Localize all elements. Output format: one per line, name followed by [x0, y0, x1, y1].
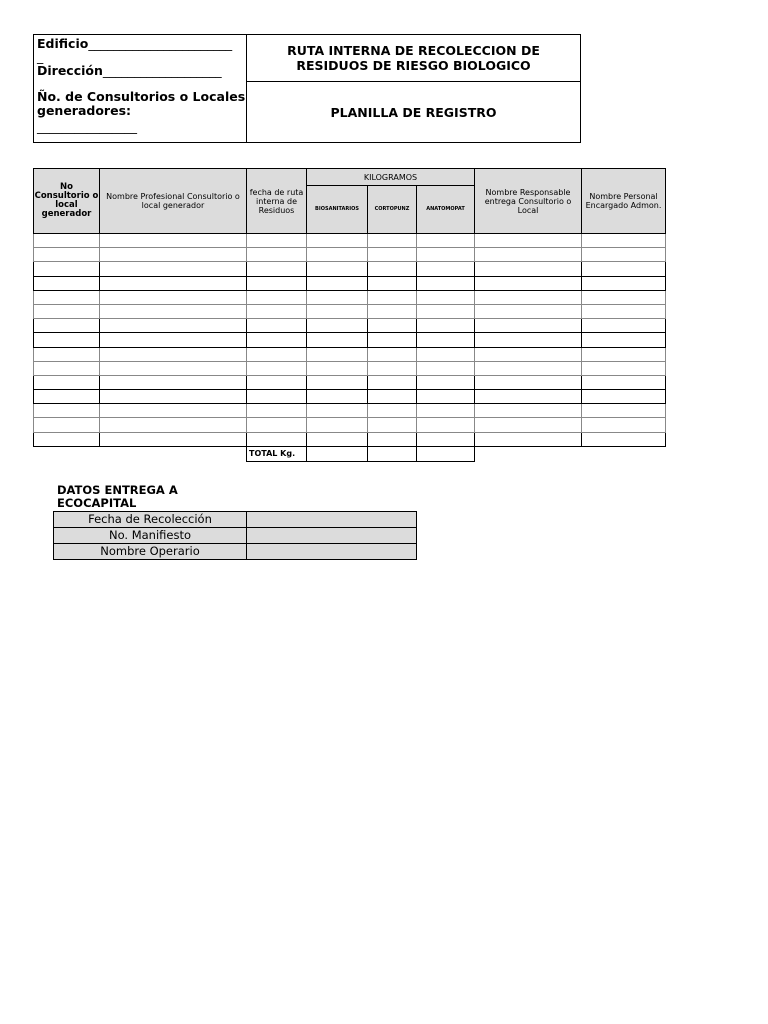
cell-bio[interactable] [307, 290, 368, 304]
cell-responsable[interactable] [475, 319, 582, 333]
cell-fecha[interactable] [247, 347, 307, 361]
form-title: RUTA INTERNA DE RECOLECCION DE RESIDUOS DE RIESGO BIOLOGICO [247, 35, 580, 82]
total-biosanitarios-cell[interactable] [307, 446, 368, 461]
cell-responsable[interactable] [475, 390, 582, 404]
cell-personal[interactable] [582, 347, 666, 361]
cell-anato[interactable] [417, 276, 475, 290]
direccion-field[interactable]: Dirección___________________ [37, 63, 222, 78]
datos-entrega-table [53, 511, 417, 560]
total-spacer-3 [475, 446, 582, 461]
cell-personal[interactable] [582, 404, 666, 418]
cell-responsable[interactable] [475, 361, 582, 375]
cell-responsable[interactable] [475, 290, 582, 304]
cell-personal[interactable] [582, 375, 666, 389]
table-row [34, 234, 666, 248]
total-kg-label: TOTAL Kg. [247, 446, 307, 461]
cell-personal[interactable] [582, 319, 666, 333]
table-row [34, 262, 666, 276]
datos-label-fecha: Fecha de Recolección [54, 512, 247, 528]
header-title-block [247, 35, 580, 142]
cell-nombre[interactable] [100, 262, 247, 276]
col-header-personal: Nombre Personal Encargado Admon. [582, 169, 666, 234]
cell-fecha[interactable] [247, 290, 307, 304]
consultorios-field[interactable]: ________________ [37, 119, 137, 134]
cell-responsable[interactable] [475, 248, 582, 262]
cell-fecha[interactable] [247, 404, 307, 418]
table-row [34, 375, 666, 389]
cell-nombre[interactable] [100, 375, 247, 389]
cell-anato[interactable] [417, 432, 475, 446]
cell-personal[interactable] [582, 290, 666, 304]
cell-no[interactable] [34, 276, 100, 290]
cell-responsable[interactable] [475, 347, 582, 361]
table-row [34, 290, 666, 304]
cell-corto[interactable] [368, 290, 417, 304]
cell-bio[interactable] [307, 347, 368, 361]
cell-corto[interactable] [368, 361, 417, 375]
cell-fecha[interactable] [247, 361, 307, 375]
table-row [34, 404, 666, 418]
table-row [34, 432, 666, 446]
cell-corto[interactable] [368, 319, 417, 333]
cell-anato[interactable] [417, 304, 475, 318]
cell-nombre[interactable] [100, 319, 247, 333]
cell-bio[interactable] [307, 234, 368, 248]
register-body [34, 234, 666, 447]
col-header-nombre-profesional: Nombre Profesional Consultorio o local generador [100, 169, 247, 234]
cell-anato[interactable] [417, 319, 475, 333]
cell-fecha[interactable] [247, 333, 307, 347]
cell-responsable[interactable] [475, 234, 582, 248]
cell-no[interactable] [34, 290, 100, 304]
datos-entrega-title: DATOS ENTREGA A ECOCAPITAL [57, 483, 178, 510]
cell-responsable[interactable] [475, 333, 582, 347]
cell-anato[interactable] [417, 361, 475, 375]
cell-responsable[interactable] [475, 304, 582, 318]
cell-anato[interactable] [417, 347, 475, 361]
cell-no[interactable] [34, 375, 100, 389]
cell-nombre[interactable] [100, 361, 247, 375]
cell-no[interactable] [34, 432, 100, 446]
cell-bio[interactable] [307, 319, 368, 333]
cell-anato[interactable] [417, 418, 475, 432]
datos-value-manifiesto[interactable] [247, 528, 417, 544]
cell-bio[interactable] [307, 432, 368, 446]
cell-personal[interactable] [582, 432, 666, 446]
cell-bio[interactable] [307, 262, 368, 276]
cell-fecha[interactable] [247, 262, 307, 276]
table-row [34, 319, 666, 333]
cell-fecha[interactable] [247, 234, 307, 248]
cell-no[interactable] [34, 234, 100, 248]
cell-no[interactable] [34, 304, 100, 318]
cell-personal[interactable] [582, 248, 666, 262]
cell-personal[interactable] [582, 304, 666, 318]
cell-no[interactable] [34, 262, 100, 276]
datos-row-fecha [54, 512, 417, 528]
cell-personal[interactable] [582, 361, 666, 375]
form-subtitle: PLANILLA DE REGISTRO [330, 104, 497, 120]
cell-anato[interactable] [417, 290, 475, 304]
cell-fecha[interactable] [247, 390, 307, 404]
cell-corto[interactable] [368, 418, 417, 432]
datos-value-fecha[interactable] [247, 512, 417, 528]
cell-anato[interactable] [417, 390, 475, 404]
cell-corto[interactable] [368, 333, 417, 347]
edificio-field-extra: _ [37, 49, 44, 64]
table-row [34, 276, 666, 290]
cell-fecha[interactable] [247, 276, 307, 290]
col-header-biosanitarios: BIOSANITARIOS [307, 186, 368, 234]
register-table [33, 168, 666, 462]
cell-corto[interactable] [368, 248, 417, 262]
cell-nombre[interactable] [100, 333, 247, 347]
cell-corto[interactable] [368, 404, 417, 418]
cell-fecha[interactable] [247, 432, 307, 446]
cell-personal[interactable] [582, 276, 666, 290]
datos-row-operario [54, 544, 417, 560]
cell-no[interactable] [34, 361, 100, 375]
total-spacer-2 [100, 446, 247, 461]
cell-anato[interactable] [417, 248, 475, 262]
cell-corto[interactable] [368, 234, 417, 248]
cell-no[interactable] [34, 404, 100, 418]
cell-bio[interactable] [307, 418, 368, 432]
cell-corto[interactable] [368, 432, 417, 446]
cell-responsable[interactable] [475, 404, 582, 418]
datos-label-manifiesto: No. Manifiesto [54, 528, 247, 544]
cell-corto[interactable] [368, 347, 417, 361]
cell-personal[interactable] [582, 418, 666, 432]
cell-nombre[interactable] [100, 418, 247, 432]
cell-personal[interactable] [582, 234, 666, 248]
cell-no[interactable] [34, 319, 100, 333]
cell-corto[interactable] [368, 375, 417, 389]
cell-nombre[interactable] [100, 432, 247, 446]
cell-bio[interactable] [307, 390, 368, 404]
cell-nombre[interactable] [100, 390, 247, 404]
cell-bio[interactable] [307, 276, 368, 290]
cell-responsable[interactable] [475, 375, 582, 389]
cell-fecha[interactable] [247, 304, 307, 318]
cell-anato[interactable] [417, 404, 475, 418]
cell-bio[interactable] [307, 404, 368, 418]
cell-fecha[interactable] [247, 319, 307, 333]
cell-personal[interactable] [582, 390, 666, 404]
col-header-kilogramos: KILOGRAMOS [307, 169, 475, 186]
col-header-no-consultorio: No Consultorio o local generador [34, 169, 100, 234]
cell-corto[interactable] [368, 262, 417, 276]
col-header-responsable: Nombre Responsable entrega Consultorio o Local [475, 169, 582, 234]
header-fields [34, 35, 247, 142]
cell-corto[interactable] [368, 304, 417, 318]
cell-no[interactable] [34, 347, 100, 361]
cell-nombre[interactable] [100, 304, 247, 318]
col-header-cortopunz: CORTOPUNZ [368, 186, 417, 234]
cell-responsable[interactable] [475, 432, 582, 446]
cell-fecha[interactable] [247, 418, 307, 432]
datos-label-operario: Nombre Operario [54, 544, 247, 560]
cell-responsable[interactable] [475, 276, 582, 290]
cell-bio[interactable] [307, 361, 368, 375]
table-row [34, 333, 666, 347]
table-row [34, 347, 666, 361]
cell-nombre[interactable] [100, 248, 247, 262]
cell-no[interactable] [34, 390, 100, 404]
cell-bio[interactable] [307, 304, 368, 318]
datos-row-manifiesto [54, 528, 417, 544]
consultorios-label-2: generadores: [37, 103, 132, 118]
cell-corto[interactable] [368, 390, 417, 404]
table-row [34, 248, 666, 262]
cell-personal[interactable] [582, 262, 666, 276]
edificio-field[interactable]: Edificio_______________________ [37, 36, 233, 51]
cell-anato[interactable] [417, 333, 475, 347]
total-spacer-1 [34, 446, 100, 461]
cell-nombre[interactable] [100, 276, 247, 290]
table-row [34, 304, 666, 318]
cell-bio[interactable] [307, 333, 368, 347]
form-header [33, 34, 581, 143]
cell-fecha[interactable] [247, 375, 307, 389]
cell-no[interactable] [34, 418, 100, 432]
cell-responsable[interactable] [475, 262, 582, 276]
consultorios-label: Ño. de Consultorios o Locales [37, 89, 246, 104]
cell-anato[interactable] [417, 262, 475, 276]
cell-nombre[interactable] [100, 404, 247, 418]
cell-nombre[interactable] [100, 234, 247, 248]
cell-nombre[interactable] [100, 290, 247, 304]
table-row [34, 390, 666, 404]
total-spacer-4 [582, 446, 666, 461]
table-row [34, 361, 666, 375]
cell-anato[interactable] [417, 234, 475, 248]
cell-bio[interactable] [307, 375, 368, 389]
total-anatomopat-cell[interactable] [417, 446, 475, 461]
datos-value-operario[interactable] [247, 544, 417, 560]
cell-anato[interactable] [417, 375, 475, 389]
cell-nombre[interactable] [100, 347, 247, 361]
cell-no[interactable] [34, 333, 100, 347]
cell-corto[interactable] [368, 276, 417, 290]
col-header-fecha: fecha de ruta interna de Residuos [247, 169, 307, 234]
cell-fecha[interactable] [247, 248, 307, 262]
total-cortopunz-cell[interactable] [368, 446, 417, 461]
cell-no[interactable] [34, 248, 100, 262]
cell-personal[interactable] [582, 333, 666, 347]
cell-bio[interactable] [307, 248, 368, 262]
col-header-anatomopat: ANATOMOPAT [417, 186, 475, 234]
table-row [34, 418, 666, 432]
cell-responsable[interactable] [475, 418, 582, 432]
